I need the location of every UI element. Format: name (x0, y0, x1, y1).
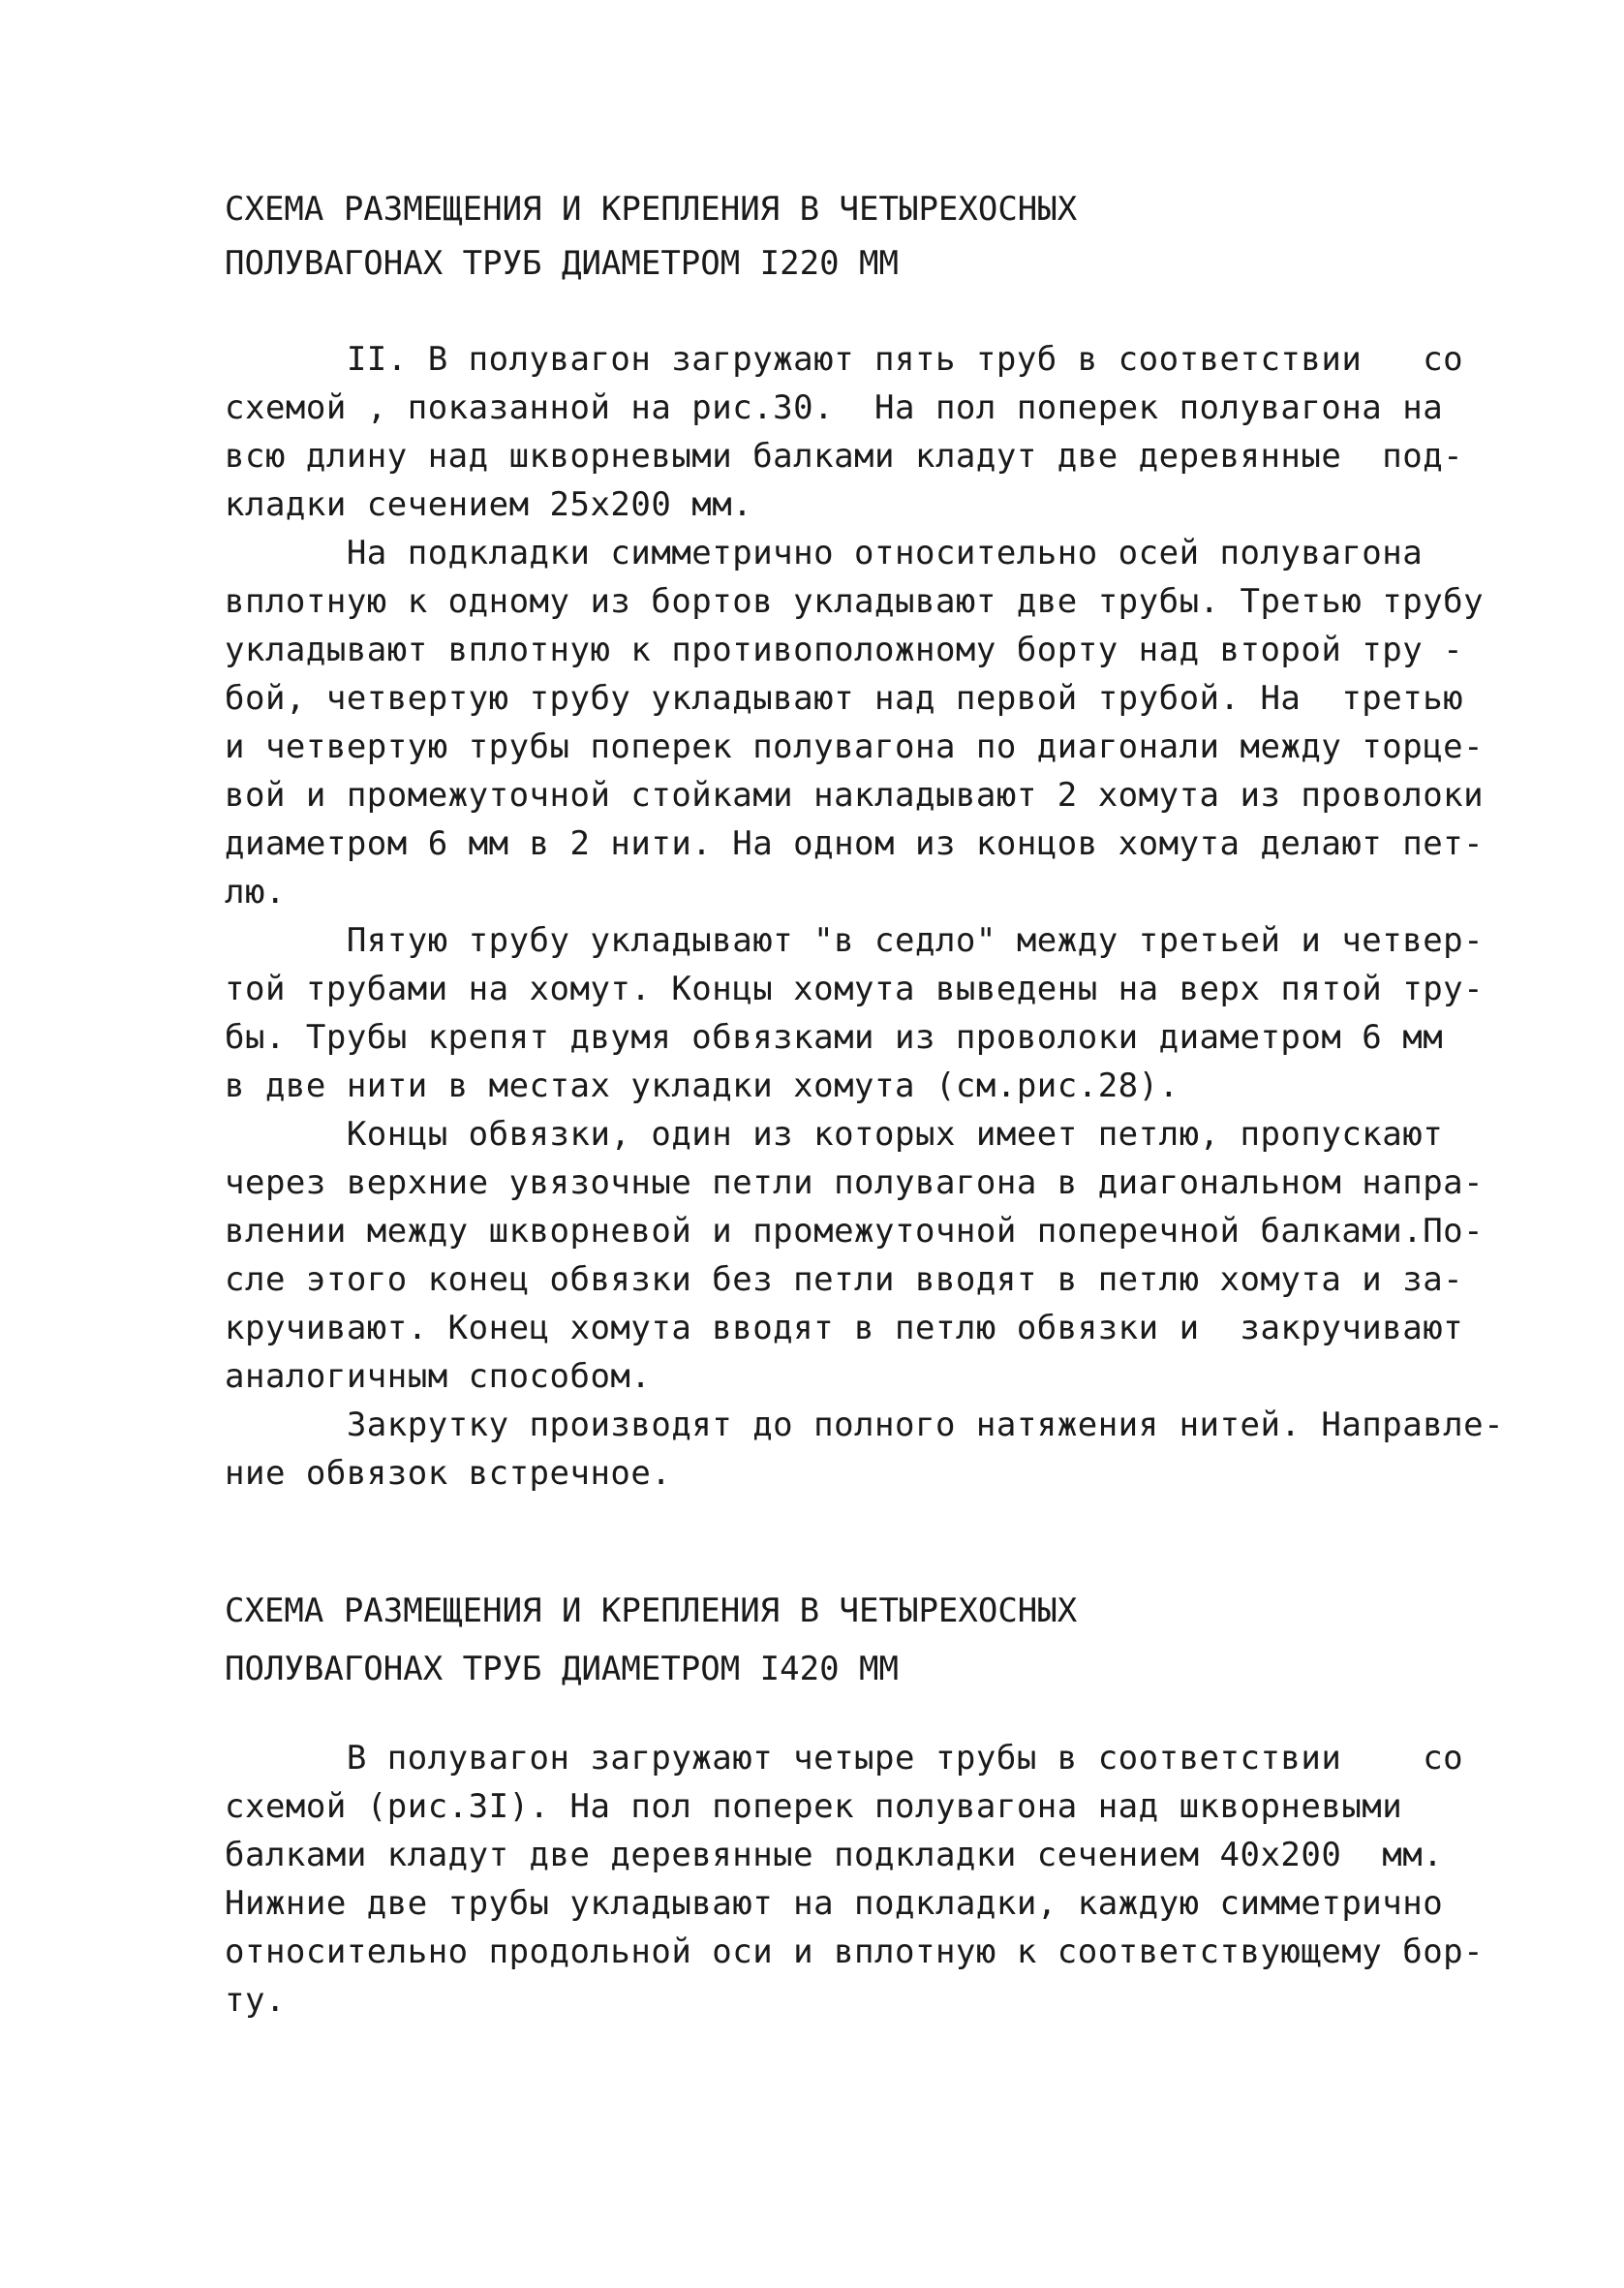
section2-heading-line-1: СХЕМА РАЗМЕЩЕНИЯ И КРЕПЛЕНИЯ В ЧЕТЫРЕХОСНЫХ (225, 1592, 1078, 1630)
section1-text-line: На подкладки симметрично относительно осей полувагона (225, 534, 1424, 572)
section2-text-line: В полувагон загружают четыре трубы в соответствии со (225, 1739, 1464, 1778)
section1-text-line: вой и промежуточной стойками накладывают 2 хомута из проволоки (225, 776, 1485, 815)
section2-text-line: относительно продольной оси и вплотную к соответствующему бор- (225, 1932, 1485, 1971)
section1-text-line: Концы обвязки, один из которых имеет петлю, пропускают (225, 1115, 1444, 1154)
section1-text-line: всю длину над шкворневыми балками кладут две деревянные под- (225, 437, 1464, 476)
section1-text-line: кручивают. Конец хомута вводят в петлю обвязки и закручивают (225, 1309, 1464, 1347)
section2-heading-line-2: ПОЛУВАГОНАХ ТРУБ ДИАМЕТРОМ I420 ММ (225, 1650, 899, 1688)
section2-text-line: Нижние две трубы укладывают на подкладки, каждую симметрично (225, 1884, 1444, 1923)
section2-text-line: балками кладут две деревянные подкладки сечением 40х200 мм. (225, 1836, 1444, 1874)
section1-text-line: укладывают вплотную к противоположному борту над второй тру - (225, 631, 1464, 669)
section1-text-line: в две нити в местах укладки хомута (см.рис.28). (225, 1067, 1180, 1105)
section1-text-line: диаметром 6 мм в 2 нити. На одном из концов хомута делают пет- (225, 824, 1485, 863)
section1-text-line: кладки сечением 25х200 мм. (225, 485, 753, 524)
section1-text-line: лю. (225, 873, 286, 912)
section1-text-line: той трубами на хомут. Концы хомута выведены на верх пятой тру- (225, 970, 1485, 1008)
section1-text-line: вплотную к одному из бортов укладывают две трубы. Третью трубу (225, 582, 1485, 621)
section1-text-line: бой, четвертую трубу укладывают над первой трубой. На третью (225, 679, 1464, 718)
section1-text-line: сле этого конец обвязки без петли вводят в петлю хомута и за- (225, 1260, 1464, 1299)
section1-text-line: аналогичным способом. (225, 1357, 652, 1396)
section1-heading-line-2: ПОЛУВАГОНАХ ТРУБ ДИАМЕТРОМ I220 ММ (225, 244, 899, 283)
section2-text-line: схемой (рис.3I). На пол поперек полувагона над шкворневыми (225, 1787, 1403, 1826)
section1-text-line: II. В полувагон загружают пять труб в соответствии со (225, 340, 1464, 379)
section1-heading-line-1: СХЕМА РАЗМЕЩЕНИЯ И КРЕПЛЕНИЯ В ЧЕТЫРЕХОСНЫХ (225, 190, 1078, 229)
section1-text-line: и четвертую трубы поперек полувагона по диагонали между торце- (225, 727, 1485, 766)
section1-text-line: влении между шкворневой и промежуточной поперечной балками.По- (225, 1212, 1485, 1251)
section1-text-line: схемой , показанной на рис.30. На пол поперек полувагона на (225, 388, 1444, 427)
section1-text-line: бы. Трубы крепят двумя обвязками из проволоки диаметром 6 мм (225, 1018, 1444, 1057)
section2-text-line: ту. (225, 1981, 286, 2020)
section1-text-line: ние обвязок встречное. (225, 1454, 672, 1493)
section1-text-line: через верхние увязочные петли полувагона в диагональном напра- (225, 1163, 1485, 1202)
section1-text-line: Закрутку производят до полного натяжения нитей. Направле- (225, 1406, 1505, 1444)
section1-text-line: Пятую трубу укладывают "в седло" между третьей и четвер- (225, 921, 1485, 960)
